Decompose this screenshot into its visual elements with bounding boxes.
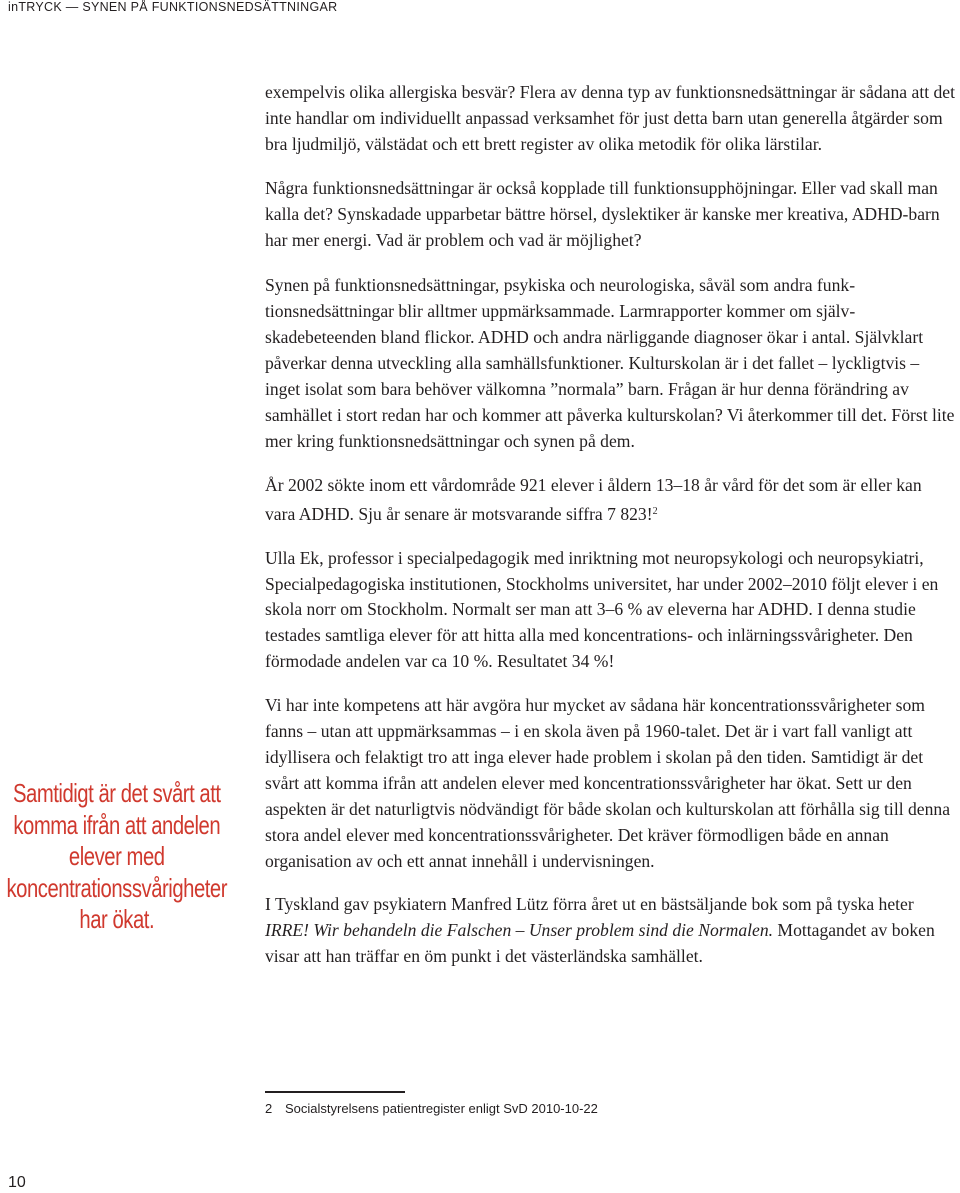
paragraph-6: Vi har inte kompetens att här avgöra hur mycket av sådana här koncentrationssvårigheter som fanns – utan att uppmärksammas – i en skola även på 1960-talet. Det är i vart fall vanligt att idyllisera och felaktigt tro att inga elever hade problem i skolan på den tiden. Samtidigt är det svårt att komma ifrån att andelen elever med koncentrationssvårigheter har ökat. Sett ur den aspekten är det naturligtvis nödvändigt för både skolan och kulturskolan att förhålla sig till denna stora andel elever med koncentrationssvårigheter. Det kräver förmodligen både en annan organisation av och ett annat innehåll i undervisningen. (265, 695, 951, 871)
paragraph-1: exempelvis olika allergiska besvär? Flera av denna typ av funktionsnedsättningar är sådana att det inte handlar om individuellt anpassad verksamhet för just detta barn utan generella åtgärder som bra ljudmiljö, välstädat och ett brett register av olika metodik för olika lärstilar. (265, 82, 955, 154)
footnote (265, 1101, 598, 1116)
page-number: 10 (8, 1174, 26, 1191)
footnote-number: 2 (265, 1101, 273, 1116)
body-text-column (265, 80, 955, 970)
paragraph-7 (265, 892, 955, 970)
book-title: IRRE! Wir behandeln die Falschen – Unser problem sind die Normalen. (265, 920, 774, 941)
footnote-text: Socialstyrelsens patientregister enligt SvD 2010-10-22 (285, 1101, 598, 1116)
paragraph-5: Ulla Ek, professor i specialpedagogik med inriktning mot neuropsykologi och neuropsykiatri, Specialpedagogiska institutionen, Stockholms universitet, har under 2002–2010 följt elever i en skola norr om Stockholm. Normalt ser man att 3–6 % av eleverna har ADHD. I denna studie testades samtliga elever för att hitta alla med koncentrations- och inlärningssvårigheter. Den förmodade andelen var ca 10 %. Resultatet 34 %! (265, 547, 939, 672)
paragraph-4-text: År 2002 sökte inom ett vårdområde 921 elever i åldern 13–18 år vård för det som är eller kan vara ADHD. Sju år senare är motsvarande siffra 7 823! (265, 474, 922, 524)
running-head: inTRYCK — SYNEN PÅ FUNKTIONSNEDSÄTTNINGAR (8, 0, 338, 14)
paragraph-4 (265, 473, 955, 528)
footnote-divider (265, 1091, 405, 1093)
footnote-reference: 2 (652, 505, 658, 517)
paragraph-7-end: Mottagandet av boken visar att han träffar en öm punkt i det västerländska samhället. (265, 920, 935, 967)
paragraph-7-start: I Tyskland gav psykiatern Manfred Lütz förra året ut en bästsäljande bok som på tyska heter (265, 894, 914, 915)
paragraph-3: Synen på funktionsnedsättningar, psykiska och neurologiska, såväl som andra funktionsnedsättningar blir alltmer uppmärksammade. Larmrapporter kommer om självskadebeteenden bland flickor. ADHD och andra närliggande diagnoser ökar i antal. Självklart påverkar denna utveckling alla samhällsfunktioner. Kulturskolan är i det fallet – lyckligtvis – inget isolat som bara behöver välkomna ”normala” barn. Frågan är hur denna förändring av samhället i stort redan har och kommer att påverka kulturskolan? Vi återkommer till det. Först lite mer kring funktionsnedsättningar och synen på dem. (265, 275, 955, 451)
pull-quote: Samtidigt är det svårt att komma ifrån att andelen elever med koncentrationssvårigheter har ökat. (6, 778, 228, 934)
paragraph-2: Några funktionsnedsättningar är också kopplade till funktionsupphöjningar. Eller vad skall man kalla det? Synskadade upparbetar bättre hörsel, dyslektiker är kanske mer kreativa, ADHD-barn har mer energi. Vad är problem och vad är möjlighet? (265, 177, 940, 250)
